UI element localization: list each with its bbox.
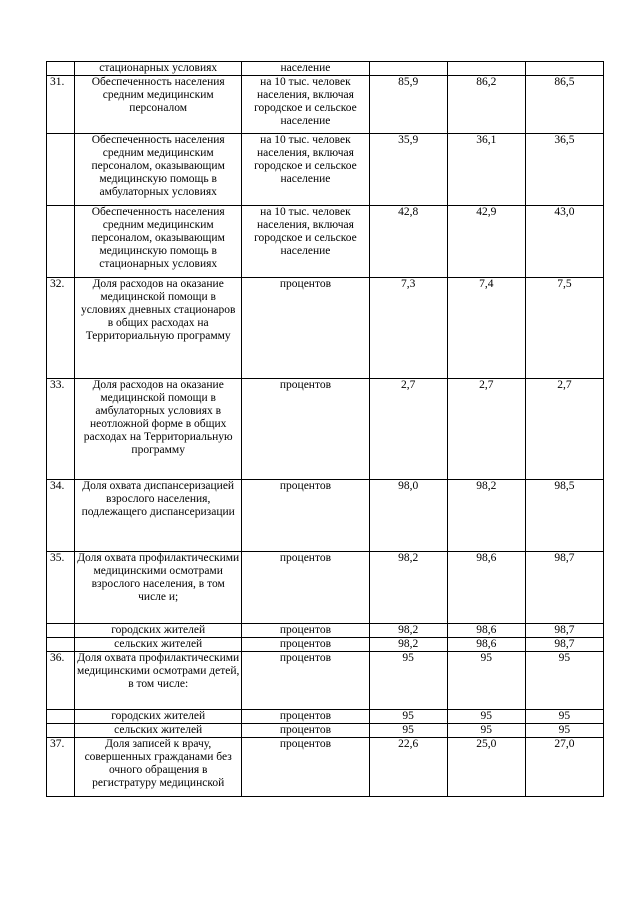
value-year-3: 98,7 xyxy=(525,638,603,652)
table-row xyxy=(47,624,604,638)
value-year-1: 42,8 xyxy=(369,206,447,278)
row-number xyxy=(47,624,75,638)
table-row xyxy=(47,724,604,738)
indicator-name: сельских жителей xyxy=(75,724,242,738)
unit-of-measure: процентов xyxy=(242,638,369,652)
row-number xyxy=(47,134,75,206)
table-row xyxy=(47,62,604,76)
value-year-3 xyxy=(525,62,603,76)
value-year-2: 36,1 xyxy=(447,134,525,206)
unit-of-measure: процентов xyxy=(242,624,369,638)
value-year-3: 98,7 xyxy=(525,624,603,638)
value-year-1: 2,7 xyxy=(369,379,447,480)
unit-of-measure: процентов xyxy=(242,379,369,480)
value-year-3: 98,7 xyxy=(525,552,603,624)
value-year-3: 2,7 xyxy=(525,379,603,480)
table-row xyxy=(47,710,604,724)
value-year-3: 95 xyxy=(525,724,603,738)
value-year-3: 98,5 xyxy=(525,480,603,552)
value-year-3: 7,5 xyxy=(525,278,603,379)
value-year-3: 95 xyxy=(525,710,603,724)
value-year-1: 95 xyxy=(369,652,447,710)
value-year-3: 95 xyxy=(525,652,603,710)
indicator-name: Доля расходов на оказание медицинской помощи в амбулаторных условиях в неотложной форме в общих расходах на Территориальную программу xyxy=(75,379,242,480)
table-row xyxy=(47,638,604,652)
table-row xyxy=(47,278,604,379)
value-year-1: 35,9 xyxy=(369,134,447,206)
indicator-name: Доля охвата профилактическими медицинскими осмотрами взрослого населения, в том числе и; xyxy=(75,552,242,624)
row-number: 31. xyxy=(47,76,75,134)
row-number: 37. xyxy=(47,738,75,797)
unit-of-measure: на 10 тыс. человек населения, включая городское и сельское население xyxy=(242,134,369,206)
value-year-1: 85,9 xyxy=(369,76,447,134)
unit-of-measure: процентов xyxy=(242,552,369,624)
indicator-name: Доля расходов на оказание медицинской помощи в условиях дневных стационаров в общих расходах на Территориальную программу xyxy=(75,278,242,379)
row-number xyxy=(47,710,75,724)
unit-of-measure: на 10 тыс. человек населения, включая городское и сельское население xyxy=(242,76,369,134)
value-year-3: 27,0 xyxy=(525,738,603,797)
unit-of-measure: процентов xyxy=(242,652,369,710)
unit-of-measure: процентов xyxy=(242,278,369,379)
value-year-1 xyxy=(369,62,447,76)
indicators-table xyxy=(46,61,604,797)
row-number: 32. xyxy=(47,278,75,379)
row-number: 33. xyxy=(47,379,75,480)
table-row xyxy=(47,738,604,797)
table-row xyxy=(47,552,604,624)
unit-of-measure: процентов xyxy=(242,480,369,552)
unit-of-measure: население xyxy=(242,62,369,76)
indicator-name: Обеспеченность населения средним медицинским персоналом, оказывающим медицинскую помощь в амбулаторных условиях xyxy=(75,134,242,206)
value-year-2: 95 xyxy=(447,652,525,710)
table-row xyxy=(47,480,604,552)
indicator-name: Обеспеченность населения средним медицинским персоналом, оказывающим медицинскую помощь в стационарных условиях xyxy=(75,206,242,278)
indicator-name: Доля охвата диспансеризацией взрослого населения, подлежащего диспансеризации xyxy=(75,480,242,552)
indicator-name: Доля записей к врачу, совершенных гражданами без очного обращения в регистратуру медицинской xyxy=(75,738,242,797)
table-row xyxy=(47,652,604,710)
value-year-2: 98,6 xyxy=(447,638,525,652)
value-year-1: 98,2 xyxy=(369,624,447,638)
unit-of-measure: на 10 тыс. человек населения, включая городское и сельское население xyxy=(242,206,369,278)
value-year-2: 95 xyxy=(447,710,525,724)
value-year-1: 95 xyxy=(369,710,447,724)
row-number xyxy=(47,62,75,76)
value-year-2: 95 xyxy=(447,724,525,738)
value-year-1: 98,2 xyxy=(369,638,447,652)
value-year-2: 86,2 xyxy=(447,76,525,134)
indicator-name: городских жителей xyxy=(75,710,242,724)
unit-of-measure: процентов xyxy=(242,738,369,797)
row-number: 35. xyxy=(47,552,75,624)
value-year-1: 98,2 xyxy=(369,552,447,624)
row-number xyxy=(47,724,75,738)
value-year-2: 98,2 xyxy=(447,480,525,552)
value-year-3: 43,0 xyxy=(525,206,603,278)
row-number: 34. xyxy=(47,480,75,552)
value-year-1: 98,0 xyxy=(369,480,447,552)
value-year-1: 7,3 xyxy=(369,278,447,379)
row-number xyxy=(47,206,75,278)
table-row xyxy=(47,134,604,206)
table-row xyxy=(47,379,604,480)
indicator-name: стационарных условиях xyxy=(75,62,242,76)
value-year-1: 95 xyxy=(369,724,447,738)
indicator-name: сельских жителей xyxy=(75,638,242,652)
value-year-3: 86,5 xyxy=(525,76,603,134)
indicator-name: городских жителей xyxy=(75,624,242,638)
value-year-2 xyxy=(447,62,525,76)
value-year-3: 36,5 xyxy=(525,134,603,206)
table-row xyxy=(47,76,604,134)
value-year-2: 42,9 xyxy=(447,206,525,278)
unit-of-measure: процентов xyxy=(242,710,369,724)
value-year-2: 25,0 xyxy=(447,738,525,797)
table-row xyxy=(47,206,604,278)
row-number xyxy=(47,638,75,652)
unit-of-measure: процентов xyxy=(242,724,369,738)
value-year-2: 98,6 xyxy=(447,624,525,638)
indicator-name: Доля охвата профилактическими медицинскими осмотрами детей, в том числе: xyxy=(75,652,242,710)
value-year-2: 2,7 xyxy=(447,379,525,480)
row-number: 36. xyxy=(47,652,75,710)
indicator-name: Обеспеченность населения средним медицинским персоналом xyxy=(75,76,242,134)
value-year-2: 7,4 xyxy=(447,278,525,379)
value-year-2: 98,6 xyxy=(447,552,525,624)
value-year-1: 22,6 xyxy=(369,738,447,797)
